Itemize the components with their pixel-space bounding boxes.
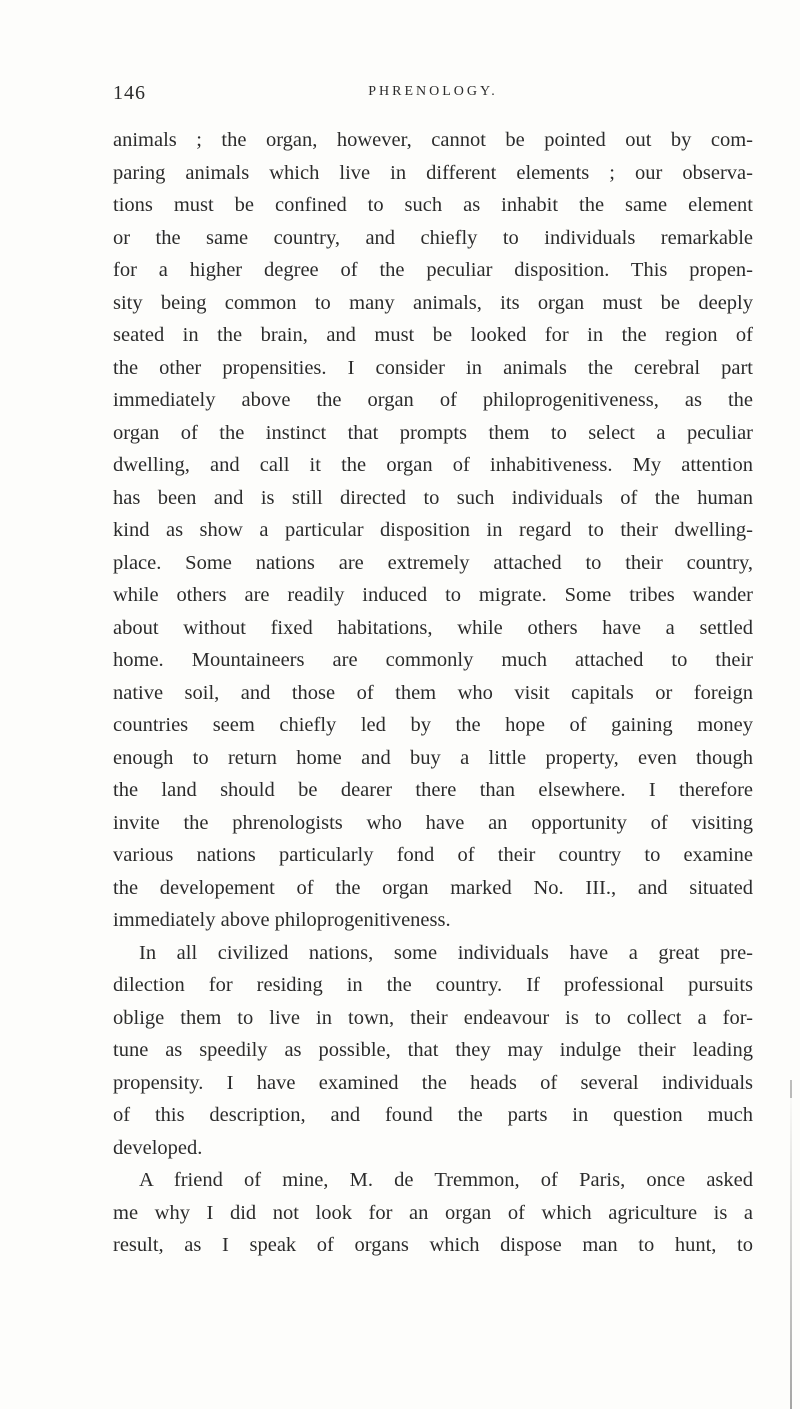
text-line: me why I did not look for an organ of which agriculture is a <box>113 1201 753 1224</box>
text-line: has been and is still directed to such individuals of the human <box>113 486 753 509</box>
text-line: or the same country, and chiefly to individuals remarkable <box>113 226 753 249</box>
text-line: In all civilized nations, some individuals have a great pre- <box>139 941 753 964</box>
text-line: tune as speedily as possible, that they may indulge their leading <box>113 1039 753 1061</box>
text-line: various nations particularly fond of their country to examine <box>113 844 753 866</box>
text-line: place. Some nations are extremely attached to their country, <box>113 551 753 574</box>
text-line: A friend of mine, M. de Tremmon, of Paris, once asked <box>139 1169 753 1191</box>
text-line: paring animals which live in different elements ; our observa- <box>113 161 753 184</box>
text-line: home. Mountaineers are commonly much attached to their <box>113 649 753 671</box>
text-line: kind as show a particular disposition in regard to their dwelling- <box>113 519 753 541</box>
text-line: oblige them to live in town, their endeavour is to collect a for- <box>113 1006 753 1029</box>
text-line: dilection for residing in the country. If professional pursuits <box>113 974 753 996</box>
text-line: result, as I speak of organs which dispose man to hunt, to <box>113 1234 753 1256</box>
text-line: enough to return home and buy a little property, even though <box>113 746 753 769</box>
text-line: immediately above philoprogenitiveness. <box>113 909 451 931</box>
text-line: tions must be confined to such as inhabit the same element <box>113 194 753 216</box>
text-line: seated in the brain, and must be looked for in the region of <box>113 324 753 346</box>
text-line: for a higher degree of the peculiar disposition. This propen- <box>113 259 753 281</box>
text-line: sity being common to many animals, its organ must be deeply <box>113 291 753 314</box>
text-line: immediately above the organ of philoprogenitiveness, as the <box>113 389 753 411</box>
text-line: while others are readily induced to migrate. Some tribes wander <box>113 584 753 606</box>
page-header-title: PHRENOLOGY. <box>368 84 498 99</box>
text-line: animals ; the organ, however, cannot be pointed out by com- <box>113 129 753 151</box>
text-line: native soil, and those of them who visit capitals or foreign <box>113 681 753 704</box>
scan-mark <box>790 1080 792 1098</box>
text-line: the other propensities. I consider in animals the cerebral part <box>113 356 753 379</box>
page-number: 146 <box>113 82 146 104</box>
text-line: organ of the instinct that prompts them to select a peculiar <box>113 421 753 444</box>
text-line: dwelling, and call it the organ of inhabitiveness. My attention <box>113 454 753 476</box>
text-line: invite the phrenologists who have an opportunity of visiting <box>113 811 753 834</box>
running-head <box>113 82 753 112</box>
text-line: developed. <box>113 1136 203 1159</box>
text-line: countries seem chiefly led by the hope of gaining money <box>113 714 753 736</box>
text-line: the land should be dearer there than elsewhere. I therefore <box>113 779 753 801</box>
text-line: propensity. I have examined the heads of several individuals <box>113 1071 753 1094</box>
text-line: about without fixed habitations, while others have a settled <box>113 616 753 639</box>
text-line: of this description, and found the parts in question much <box>113 1104 753 1126</box>
text-line: the developement of the organ marked No. III., and situated <box>113 876 753 899</box>
scan-edge-shadow <box>790 1080 792 1409</box>
body-text <box>113 124 753 1262</box>
